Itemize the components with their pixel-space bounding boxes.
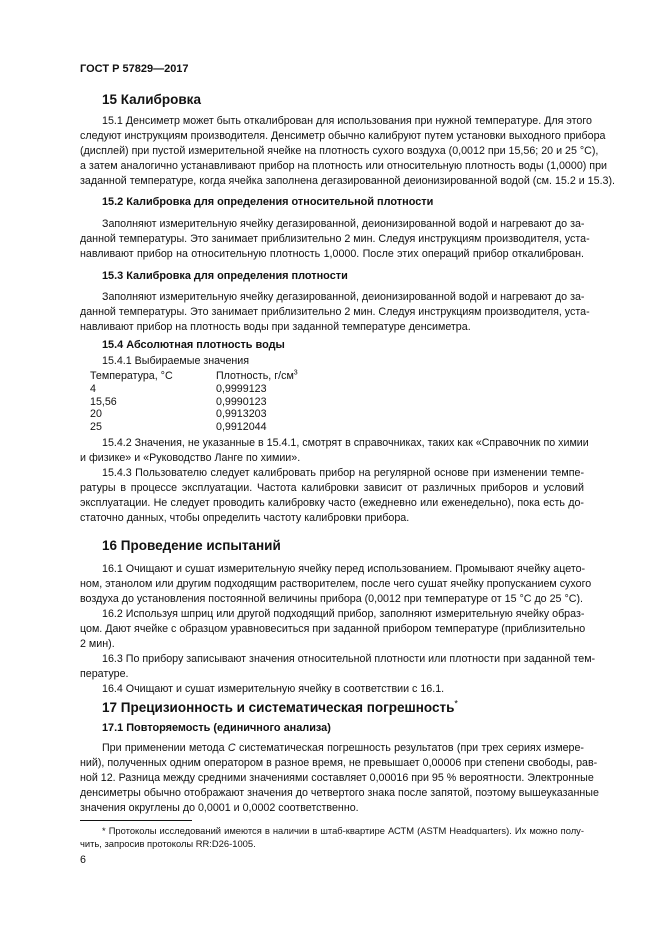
text-line: навливают прибор на плотность воды при заданной температуре денсиметра. [80,321,471,333]
text-run: При применении метода [102,742,228,754]
text-line: ной 12. Разница между средними значениями составляет 0,00016 при 95 % вероятности. Электронные [80,772,594,784]
text-run: систематическая погрешность результатов (при трех сериях измере- [235,742,584,754]
text-line: 16.4 Очищают и сушат измерительную ячейку в соответствии с 16.1. [102,683,445,695]
text-line: 15.1 Денсиметр может быть откалиброван для использования при нужной температуре. Для этого [102,115,592,127]
paragraph-17-1 [80,741,599,816]
text-line: а затем аналогично устанавливают прибор на плотность или относительную плотность воды (1,0000) при [80,160,607,172]
text-line: значения округлены до 0,0001 и 0,0002 соответственно. [80,802,359,814]
text-line: денсиметры обычно отображают значения до четвертого знака после запятой, поэтому вышеуказанные [80,787,599,799]
text-line: 16.2 Используя шприц или другой подходящий прибор, заполняют измерительную ячейку образ- [102,608,585,620]
text-line: навливают прибор на относительную плотность 1,0000. После этих операций прибор откалиброван. [80,248,584,260]
text-line: 15.4.2 Значения, не указанные в 15.4.1, смотрят в справочниках, таких как «Справочник по химии [102,437,589,449]
text-line: 15.4.3 Пользователю следует калибровать прибор на регулярной основе при изменении темпе- [102,467,584,479]
text-line: Заполняют измерительную ячейку дегазированной, деионизированной водой и нагревают до за- [102,291,585,303]
paragraph-16-3 [80,652,596,682]
heading-text: 17 Прецизионность и систематическая погрешность [102,700,455,715]
paragraph-15-4-2 [80,436,589,466]
document-header: ГОСТ Р 57829—2017 [80,63,189,75]
section-15-heading: 15 Калибровка [102,92,201,107]
section-17-heading [80,700,606,716]
section-15-4-heading: 15.4 Абсолютная плотность воды [102,339,285,351]
method-letter: C [227,742,236,754]
column-header-density [216,370,298,383]
cell-density: 0,9912044 [216,421,267,434]
text-line: пературе. [80,668,129,680]
density-header-text: Плотность, г/см [216,370,294,382]
cell-temperature: 25 [90,421,102,434]
text-line: ратуры в процессе эксплуатации. Частота калибровки зависит от различных приборов и условий [80,482,584,494]
section-15-2-heading: 15.2 Калибровка для определения относительной плотности [102,196,434,208]
text-line: чить, запросив протоколы RR:D26-1005. [80,838,256,849]
text-line: цом. Дают ячейке с образцом уравновеситься при заданной прибором температуре (приблизительно [80,623,586,635]
text-line: * Протоколы исследований имеются в наличии в штаб-квартире АСТМ (ASTM Headquarters). Их можно полу- [102,825,584,836]
paragraph-15-4-3 [80,466,584,526]
text-line: воздуха до установления постоянной величины прибора (0,0012 при температуре от 15 °C до 25 °C). [80,593,583,605]
text-line: 15.4.1 Выбираемые значения [102,355,250,367]
cell-density: 0,9913203 [216,408,267,421]
paragraph-15-3 [80,290,590,335]
text-line: 2 мин). [80,638,115,650]
cell-density: 0,9990123 [216,395,267,408]
paragraph-15-2 [80,217,590,262]
cell-temperature: 15,56 [90,395,117,408]
paragraph-16-1 [80,562,592,607]
paragraph-15-1 [80,114,616,189]
section-15-3-heading: 15.3 Калибровка для определения плотности [102,270,348,282]
text-line: 16.1 Очищают и сушат измерительную ячейку перед использованием. Промывают ячейку ацето- [102,563,586,575]
text-line: статочно данных, чтобы определить частоту калибровки прибора. [80,512,410,524]
text-line: ном, этанолом или другим подходящим растворителем, после чего сушат ячейку пропусканием сухого [80,578,592,590]
text-line: Заполняют измерительную ячейку дегазированной, деионизированной водой и нагревают до за- [102,218,585,230]
text-line: заданной температуре, когда ячейка заполнена дегазированной деионизированной водой (см. 15.2 и 15.3). [80,175,616,187]
paragraph-16-4 [80,682,584,697]
text-line: (дисплей) при пустой измерительной ячейке на плотность сухого воздуха (0,0012 при 15,56; 20 и 25 °C), [80,145,599,157]
section-15-4-1-label [102,354,502,369]
text-line: данной температуры. Это занимает приблизительно 2 мин. Следуя инструкциям производителя, уста- [80,233,590,245]
cell-temperature: 20 [90,408,102,421]
text-line: эксплуатации. Не следует проводить калибровку часто (ежедневно или еженедельно), пока есть до- [80,497,584,509]
text-line: и физике» и «Руководство Ланге по химии». [80,452,301,464]
column-header-temperature: Температура, °C [90,370,173,382]
paragraph-16-2 [80,607,584,652]
footnote-marker: * [454,698,458,709]
page-number: 6 [80,854,86,866]
footnote [80,824,584,850]
footnote-divider [80,820,192,821]
text-line: 16.3 По прибору записывают значения относительной плотности или плотности при заданной тем- [102,653,596,665]
text-line: данной температуры. Это занимает приблизительно 2 мин. Следуя инструкциям производителя, уста- [80,306,590,318]
text-line: следуют инструкциям производителя. Денсиметр обычно калибруют путем установки выходного прибора [80,130,606,142]
section-16-heading: 16 Проведение испытаний [102,538,281,553]
cell-density: 0,9999123 [216,382,267,395]
text-line: ний), полученных одним оператором в разное время, не превышает 0,00006 при степени свободы, рав- [80,757,598,769]
superscript: 3 [293,369,298,377]
cell-temperature: 4 [90,382,96,395]
section-17-1-heading: 17.1 Повторяемость (единичного анализа) [102,722,331,734]
text-line [80,741,584,756]
